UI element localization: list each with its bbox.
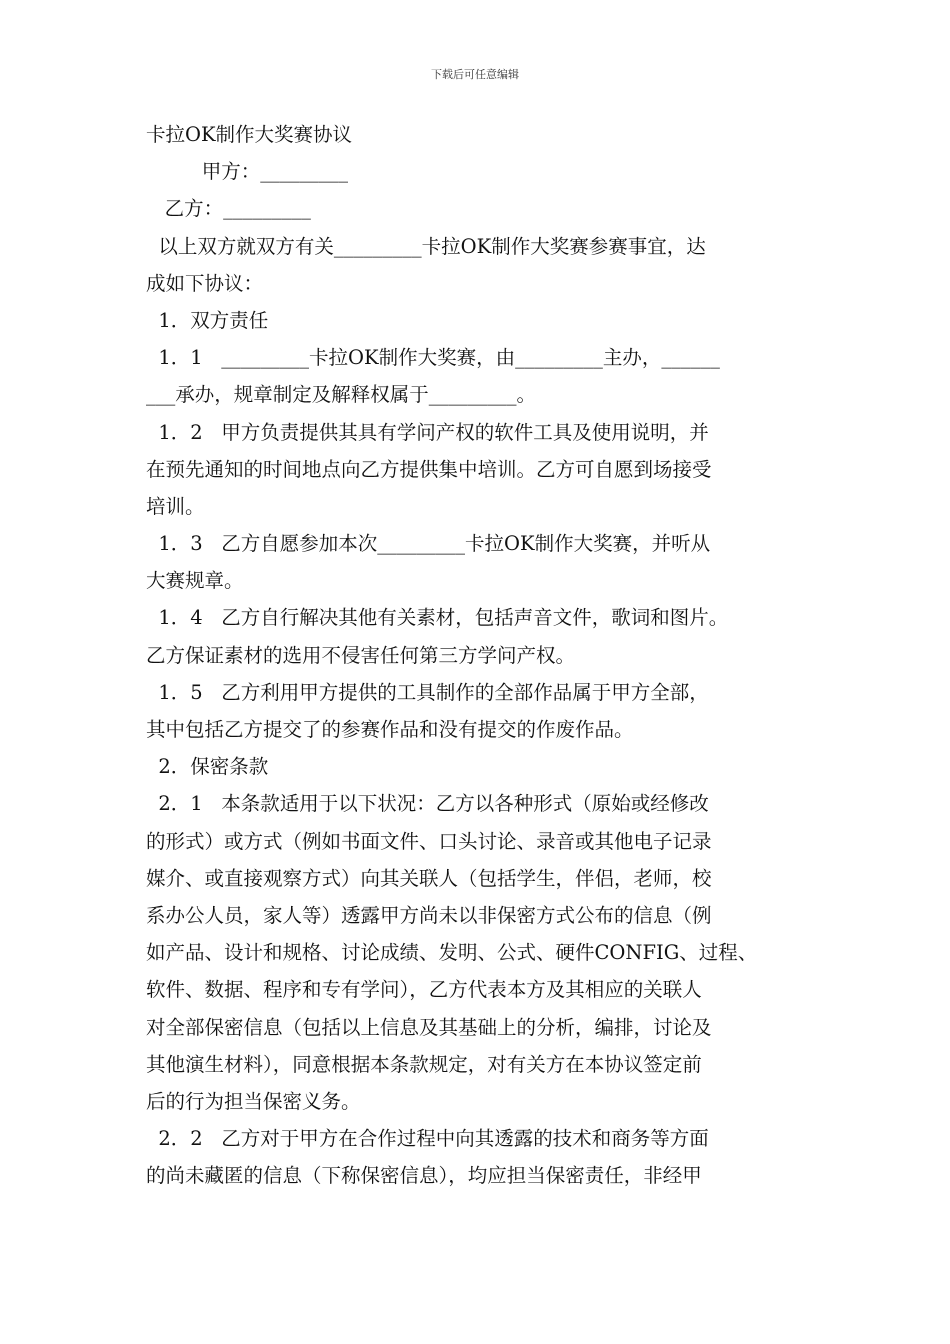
text-line: 的尚未藏匿的信息（下称保密信息），均应担当保密责任，非经甲: [146, 1164, 702, 1188]
text-line: 2．2 乙方对于甲方在合作过程中向其透露的技术和商务等方面: [146, 1127, 709, 1151]
text-line: 2．1 本条款适用于以下状况：乙方以各种形式（原始或经修改: [146, 792, 709, 816]
text-line: 软件、数据、程序和专有学问），乙方代表本方及其相应的关联人: [146, 978, 702, 1002]
text-line: 1．2 甲方负责提供其具有学问产权的软件工具及使用说明，并: [146, 420, 709, 444]
text-line: 乙方保证素材的选用不侵害任何第三方学问产权。: [146, 643, 576, 667]
page-header: 下载后可任意编辑: [431, 68, 519, 81]
section-heading: 2．保密条款: [146, 755, 269, 779]
text-line: 其中包括乙方提交了的参赛作品和没有提交的作废作品。: [146, 718, 634, 741]
document-title: 卡拉OK制作大奖赛协议: [146, 123, 353, 146]
text-line: 媒介、或直接观察方式）向其关联人（包括学生，伴侣，老师，校: [146, 866, 712, 890]
text-line: 系办公人员，家人等）透露甲方尚未以非保密方式公布的信息（例: [146, 903, 712, 927]
party-a-line: 甲方：_________: [146, 160, 349, 184]
text-line: 以上双方就双方有关_________卡拉OK制作大奖赛参赛事宜，达: [146, 234, 706, 258]
party-b-line: 乙方：_________: [146, 197, 311, 221]
text-line: 1．4 乙方自行解决其他有关素材，包括声音文件，歌词和图片。: [146, 606, 729, 630]
text-line: 1．5 乙方利用甲方提供的工具制作的全部作品属于甲方全部，: [146, 680, 709, 704]
text-line: 1．3 乙方自愿参加本次_________卡拉OK制作大奖赛，并听从: [146, 532, 711, 556]
text-line: 成如下协议：: [146, 271, 264, 295]
text-line: 后的行为担当保密义务。: [146, 1089, 361, 1113]
text-line: 1．1 _________卡拉OK制作大奖赛，由_________主办，______: [146, 346, 720, 370]
text-line: 的形式）或方式（例如书面文件、口头讨论、录音或其他电子记录: [146, 829, 712, 853]
text-line: 其他演生材料），同意根据本条款规定，对有关方在本协议签定前: [146, 1052, 702, 1076]
document-body: [146, 116, 808, 1194]
text-line: ___承办，规章制定及解释权属于_________。: [146, 383, 537, 407]
section-heading: 1．双方责任: [146, 308, 269, 332]
text-line: 在预先通知的时间地点向乙方提供集中培训。乙方可自愿到场接受: [146, 457, 712, 481]
text-line: 培训。: [146, 494, 205, 518]
text-line: 大赛规章。: [146, 569, 244, 593]
text-line: 对全部保密信息（包括以上信息及其基础上的分析，编排，讨论及: [146, 1015, 712, 1039]
text-line: 如产品、设计和规格、讨论成绩、发明、公式、硬件CONFIG、过程、: [146, 941, 758, 965]
